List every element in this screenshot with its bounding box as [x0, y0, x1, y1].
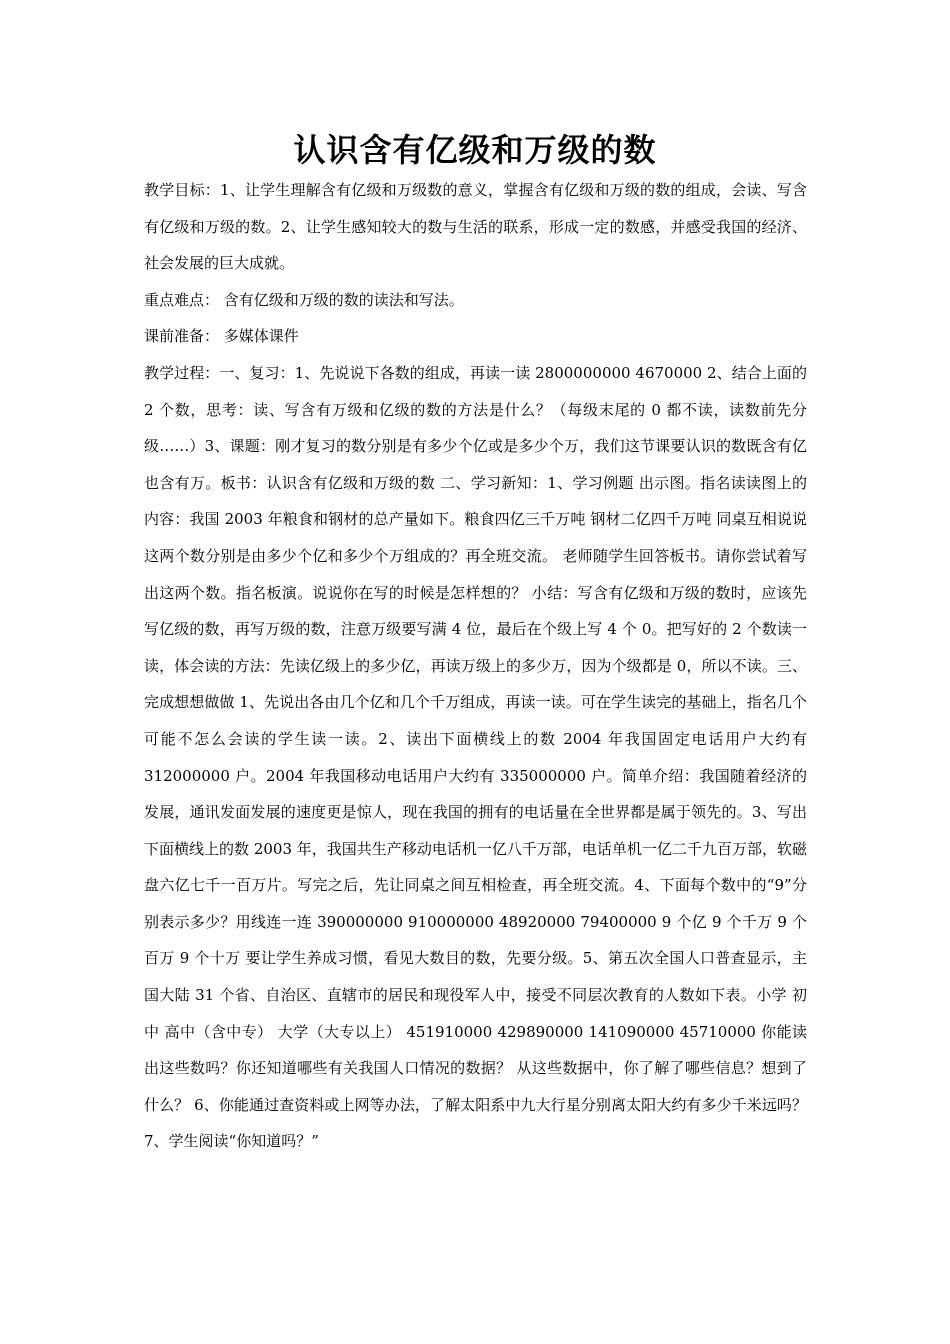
paragraph-teaching-goals: 教学目标：1、让学生理解含有亿级和万级数的意义，掌握含有亿级和万级的数的组成，会读、写含有亿级和万级的数。2、让学生感知较大的数与生活的联系，形成一定的数感，并感受我国的经济、社会发展的巨大成就。 — [144, 181, 807, 273]
paragraph-teaching-process: 教学过程：一、复习：1、先说说下各数的组成，再读一读 2800000000 4670000 2、结合上面的 2 个数，思考：读、写含有万级和亿级的数的方法是什么？（每级末尾的 0 都不读，读数前先分级……）3、课题：刚才复习的数分别是有多少个亿或是多少个万，我们这节课要认识的数既含有亿也含有万。板书：认识含有亿级和万级的数 二、学习新知：1、学习例题 出示图。指名读读图上的内容：我国 2003 年粮食和钢材的总产量如下。粮食四亿三千万吨 钢材二亿四千万吨 同桌互相说说这两个数分别是由多少个亿和多少个万组成的？再全班交流。 老师随学生回答板书。请你尝试着写出这两个数。指名板演。说说你在写的时候是怎样想的？ 小结：写含有亿级和万级的数时，应该先写亿级的数，再写万级的数，注意万级要写满 4 位，最后在个级上写 4 个 0。把写好的 2 个数读一读，体会读的方法：先读亿级上的多少亿，再读万级上的多少万，因为个级都是 0，所以不读。三、完成想想做做 1、先说出各由几个亿和几个千万组成，再读一读。可在学生读完的基础上，指名几个可能不怎么会读的学生读一读。2、读出下面横线上的数 2004 年我国固定电话用户大约有 312000000 户。2004 年我国移动电话用户大约有 335000000 户。简单介绍：我国随着经济的发展，通讯发面发展的速度更是惊人，现在我国的拥有的电话量在全世界都是属于领先的。3、写出下面横线上的数 2003 年，我国共生产移动电话机一亿八千万部，电话单机一亿二千九百万部，软磁盘六亿七千一百万片。写完之后，先让同桌之间互相检查，再全班交流。4、下面每个数中的“9”分别表示多少？用线连一连 390000000 910000000 48920000 79400000 9 个亿 9 个千万 9 个百万 9 个十万 要让学生养成习惯，看见大数目的数，先要分级。5、第五次全国人口普查显示，主国大陆 31 个省、自治区、直辖市的居民和现役军人中，接受不同层次教育的人数如下表。小学 初中 高中（含中专） 大学（大专以上） 451910000 429890000 141090000 45710000 你能读出这些数吗？你还知道哪些有关我国人口情况的数据？ 从这些数据中，你了解了哪些信息？想到了什么？ 6、你能通过查资料或上网等办法，了解太阳系中九大行星分别离太阳大约有多少千米远吗？ 7、学生阅读“你知道吗？” — [144, 363, 807, 1151]
paragraph-key-points: 重点难点： 含有亿级和万级的数的读法和写法。 — [144, 290, 464, 309]
paragraph-preparation: 课前准备： 多媒体课件 — [144, 327, 299, 346]
document-body — [144, 172, 807, 1160]
document-title: 认识含有亿级和万级的数 — [293, 131, 657, 169]
